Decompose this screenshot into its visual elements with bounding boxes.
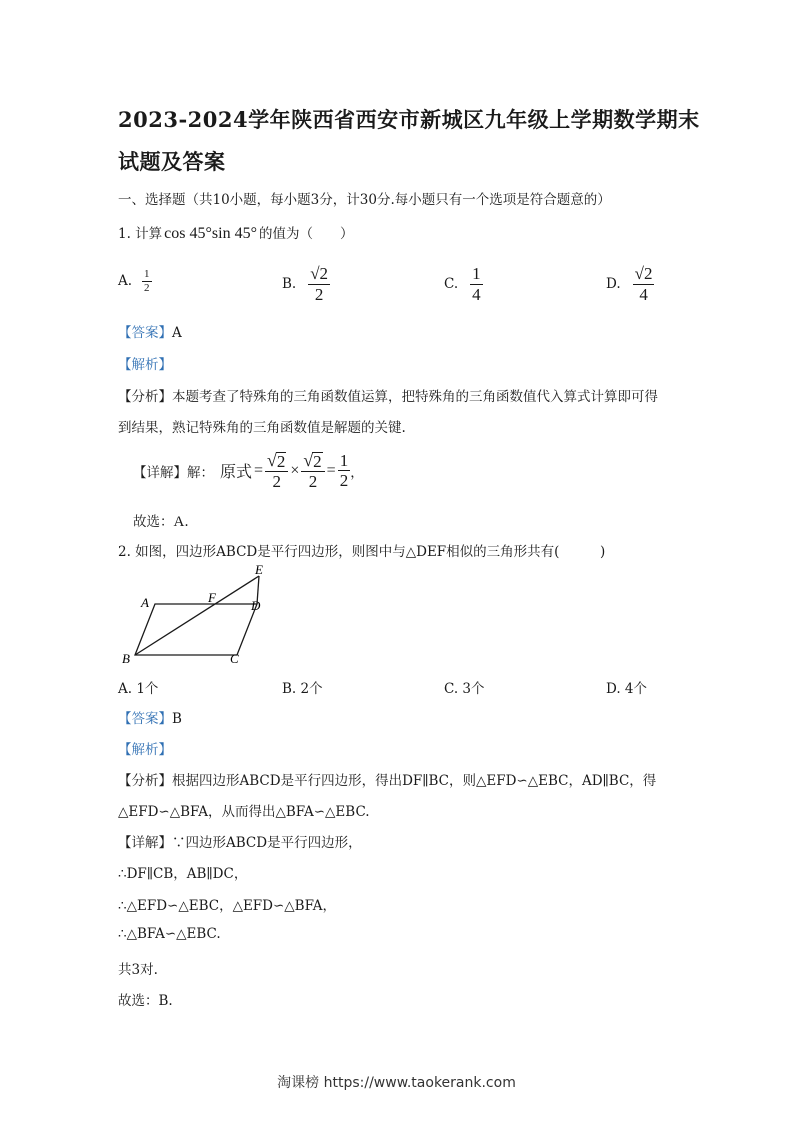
q1-choose: [133, 510, 189, 531]
q1-detail-yuanshi: 原式: [220, 464, 253, 482]
q2-detail-line1: [118, 831, 362, 851]
q2-answer: [118, 707, 182, 727]
label-d: D: [251, 598, 261, 613]
q1-detail-frac1-radicand: 2: [276, 451, 286, 471]
label-c: C: [230, 651, 239, 666]
q1-detail-frac2-den: 2: [308, 471, 318, 491]
q2-detail-line3: ∴△EFD∽△EBC，△EFD∽△BFA，: [118, 898, 337, 914]
q1-detail: [133, 450, 364, 491]
q1-answer-value: A: [172, 325, 182, 341]
q1-detail-frac2-radicand: 2: [313, 451, 322, 471]
q2-detail-line5: 共3对.: [118, 962, 158, 978]
q1-detail-frac2-num: √ 2: [301, 450, 324, 472]
q1-option-c: [444, 264, 483, 304]
q1-option-c-fraction: [470, 264, 483, 304]
q1-detail-frac2: [301, 450, 324, 491]
q2-option-c: C. 3个: [444, 681, 485, 697]
q2-detail-text1: ∵四边形ABCD是平行四边形，: [172, 835, 362, 851]
q1-answer: [118, 321, 182, 341]
label-a: A: [141, 595, 149, 610]
q1-detail-eq1: =: [254, 461, 264, 479]
q1-option-d-num: √2: [634, 264, 653, 283]
q1-detail-prefix: 解：: [187, 464, 214, 481]
question-1-tail: 的值为（ ）: [258, 226, 354, 242]
q1-option-d-den: 4: [639, 284, 648, 304]
q1-choose-value: A: [173, 514, 185, 530]
q2-option-a: A. 1个: [118, 681, 159, 697]
q1-detail-tag: 【详解】: [133, 464, 187, 481]
q2-option-d: D. 4个: [606, 681, 648, 697]
q1-detail-times: ×: [290, 461, 300, 479]
q1-option-b: [282, 264, 330, 304]
q1-fenxi-tag: 【分析】: [118, 389, 172, 405]
q1-option-a-den: 2: [144, 281, 150, 294]
page-title-line2: 试题及答案: [118, 149, 226, 174]
q1-option-a-fraction: [142, 268, 152, 294]
q2-fenxi-line1: [118, 769, 656, 789]
q1-option-b-label: B.: [282, 276, 297, 293]
label-e: E: [255, 562, 263, 577]
section-heading: 一、选择题（共10小题，每小题3分，计30分.每小题只有一个选项是符合题意的）: [118, 192, 611, 208]
q1-detail-frac1: [265, 450, 288, 491]
q1-detail-eq2: =: [326, 461, 336, 479]
q1-detail-result: [338, 451, 351, 491]
q2-fenxi-text1: 根据四边形ABCD是平行四边形，得出DF∥BC，则△EFD∽△EBC，AD∥BC，得: [172, 773, 657, 789]
q2-analysis-tag: 【解析】: [118, 742, 172, 758]
parallelogram-figure: [118, 562, 278, 672]
q2-option-b: B. 2个: [282, 681, 323, 697]
q1-option-c-num: 1: [472, 264, 481, 283]
q1-option-d-label: D.: [606, 276, 621, 293]
label-f: F: [208, 590, 216, 605]
q1-choose-dot: .: [184, 514, 189, 530]
q1-detail-frac1-num: √ 2: [265, 450, 288, 472]
q1-fenxi-text1: 本题考查了特殊角的三角函数值运算，把特殊角的三角函数值代入算式计算即可得: [172, 389, 658, 405]
q2-fenxi-tag: 【分析】: [118, 773, 172, 789]
footer-watermark: 淘课榜 https://www.taokerank.com: [277, 1075, 516, 1091]
q1-detail-result-den: 2: [339, 471, 349, 491]
q1-fenxi-line2: 到结果，熟记特殊角的三角函数值是解题的关键.: [118, 420, 406, 436]
q1-option-a-label: A.: [118, 273, 133, 290]
question-1-expression: cos 45°sin 45°: [164, 225, 257, 242]
q2-fenxi-line2: △EFD∽△BFA，从而得出△BFA∽△EBC.: [118, 804, 370, 820]
q1-option-d: [606, 264, 654, 304]
q1-option-a: [118, 268, 152, 294]
question-1-stem: [118, 222, 353, 243]
q2-detail-line6: 故选：B.: [118, 993, 173, 1009]
q2-detail-tag: 【详解】: [118, 835, 172, 851]
q1-choose-prefix: 故选：: [133, 514, 174, 530]
q1-option-b-num: √2: [310, 264, 329, 283]
q1-option-b-fraction: [308, 264, 330, 304]
q1-option-d-fraction: [633, 264, 655, 304]
q1-fenxi-line1: [118, 385, 658, 405]
page-title-line1: 2023-2024学年陕西省西安市新城区九年级上学期数学期末: [118, 107, 700, 132]
line-be: [135, 576, 259, 655]
q1-detail-comma: ，: [350, 464, 364, 481]
q1-option-c-den: 4: [472, 284, 481, 304]
q2-answer-value: B: [172, 711, 182, 727]
question-1-number: 1. 计算: [118, 226, 163, 242]
question-2-stem: 2. 如图，四边形ABCD是平行四边形，则图中与△DEF相似的三角形共有( ): [118, 544, 606, 560]
q1-analysis-tag: 【解析】: [118, 357, 172, 373]
q2-detail-line2: ∴DF∥CB，AB∥DC，: [118, 866, 248, 882]
q1-option-c-label: C.: [444, 276, 459, 293]
q1-detail-frac1-den: 2: [272, 471, 281, 491]
q1-option-b-den: 2: [314, 284, 324, 304]
q2-detail-line4: ∴△BFA∽△EBC.: [118, 926, 221, 942]
label-b: B: [122, 651, 130, 666]
q1-option-a-num: 1: [144, 268, 150, 280]
q1-detail-result-num: 1: [339, 450, 349, 470]
parallelogram-abcd: [135, 604, 257, 655]
q1-answer-tag: 【答案】: [118, 325, 172, 341]
q2-answer-tag: 【答案】: [118, 711, 172, 727]
